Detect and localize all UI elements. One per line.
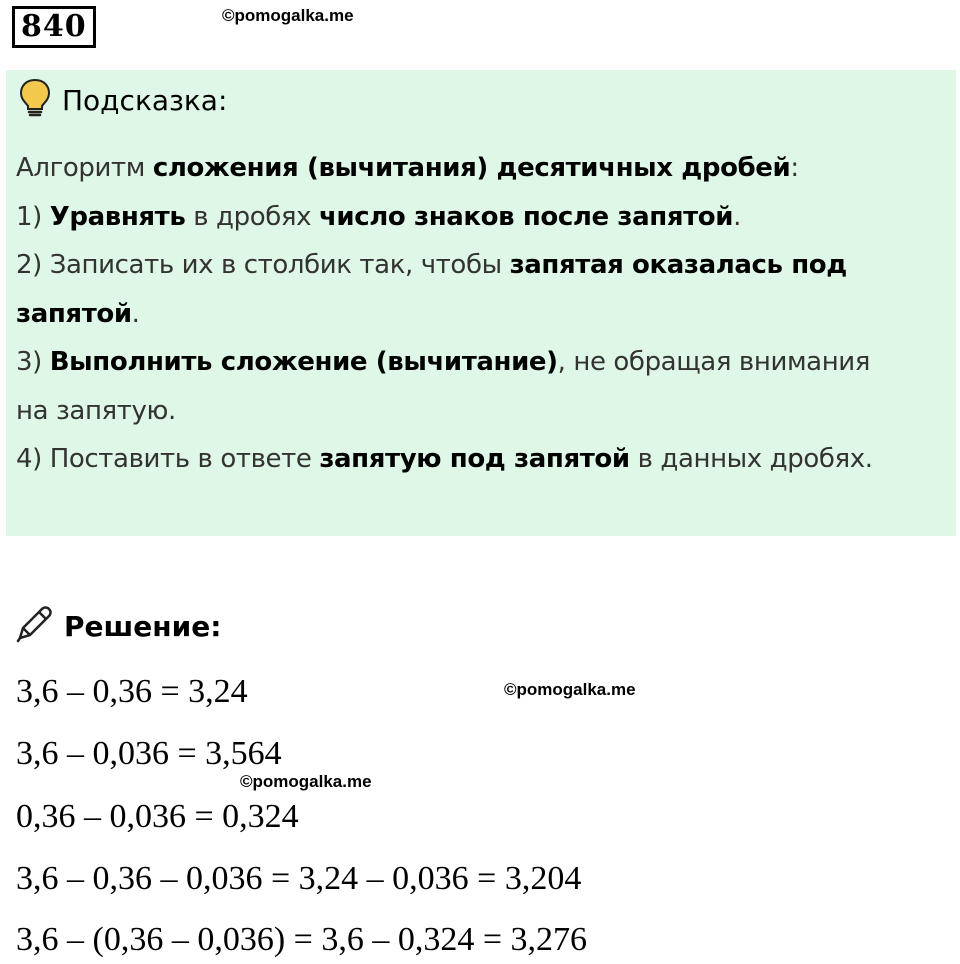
hint-line bbox=[16, 338, 946, 387]
hint-line bbox=[16, 144, 946, 193]
hint-line bbox=[16, 435, 946, 484]
pencil-icon bbox=[14, 604, 54, 648]
hint-text: 2) Записать их в столбик так, чтобы bbox=[16, 250, 510, 280]
hint-text: в данных дробях. bbox=[629, 444, 873, 474]
watermark-top: ©pomogalka.me bbox=[222, 6, 354, 25]
hint-text: . bbox=[131, 298, 140, 329]
hint-emphasis: Уравнять bbox=[49, 201, 186, 232]
hint-emphasis: сложения (вычитания) десятичных дробей bbox=[152, 153, 791, 183]
hint-emphasis: запятая оказалась под bbox=[509, 250, 847, 280]
equation-1: 3,6 – 0,36 = 3,24 bbox=[16, 673, 248, 710]
hint-emphasis: Выполнить сложение (вычитание) bbox=[49, 347, 558, 377]
equation-3: 0,36 – 0,036 = 0,324 bbox=[16, 798, 299, 835]
hint-line bbox=[16, 290, 946, 339]
solution-title: Решение: bbox=[64, 609, 222, 643]
task-number: 840 bbox=[12, 6, 96, 48]
hint-body bbox=[16, 144, 946, 484]
hint-emphasis: число знаков после запятой bbox=[318, 201, 734, 232]
equation-5: 3,6 – (0,36 – 0,036) = 3,6 – 0,324 = 3,276 bbox=[16, 921, 587, 958]
hint-line bbox=[16, 193, 946, 242]
hint-title: Подсказка: bbox=[62, 83, 228, 117]
hint-text: 3) bbox=[16, 347, 50, 377]
hint-emphasis: запятой bbox=[16, 298, 132, 329]
solution-header bbox=[14, 604, 221, 648]
hint-text: , не обращая внимания bbox=[557, 347, 871, 377]
hint-text: в дробях bbox=[185, 201, 319, 232]
lightbulb-icon bbox=[18, 78, 52, 122]
hint-text: на запятую. bbox=[16, 395, 176, 426]
hint-box bbox=[6, 70, 956, 536]
hint-emphasis: запятую под запятой bbox=[319, 444, 630, 474]
hint-text: : bbox=[790, 153, 799, 183]
watermark-middle: ©pomogalka.me bbox=[504, 680, 636, 699]
watermark-lower: ©pomogalka.me bbox=[240, 772, 372, 791]
equation-4: 3,6 – 0,36 – 0,036 = 3,24 – 0,036 = 3,204 bbox=[16, 860, 582, 897]
hint-line bbox=[16, 241, 946, 290]
hint-text: 1) bbox=[16, 201, 50, 232]
hint-text: Алгоритм bbox=[16, 153, 153, 183]
hint-text: . bbox=[733, 201, 741, 232]
hint-line bbox=[16, 387, 946, 436]
equation-2: 3,6 – 0,036 = 3,564 bbox=[16, 735, 282, 772]
hint-text: 4) Поставить в ответе bbox=[16, 444, 320, 474]
hint-header bbox=[18, 78, 227, 122]
